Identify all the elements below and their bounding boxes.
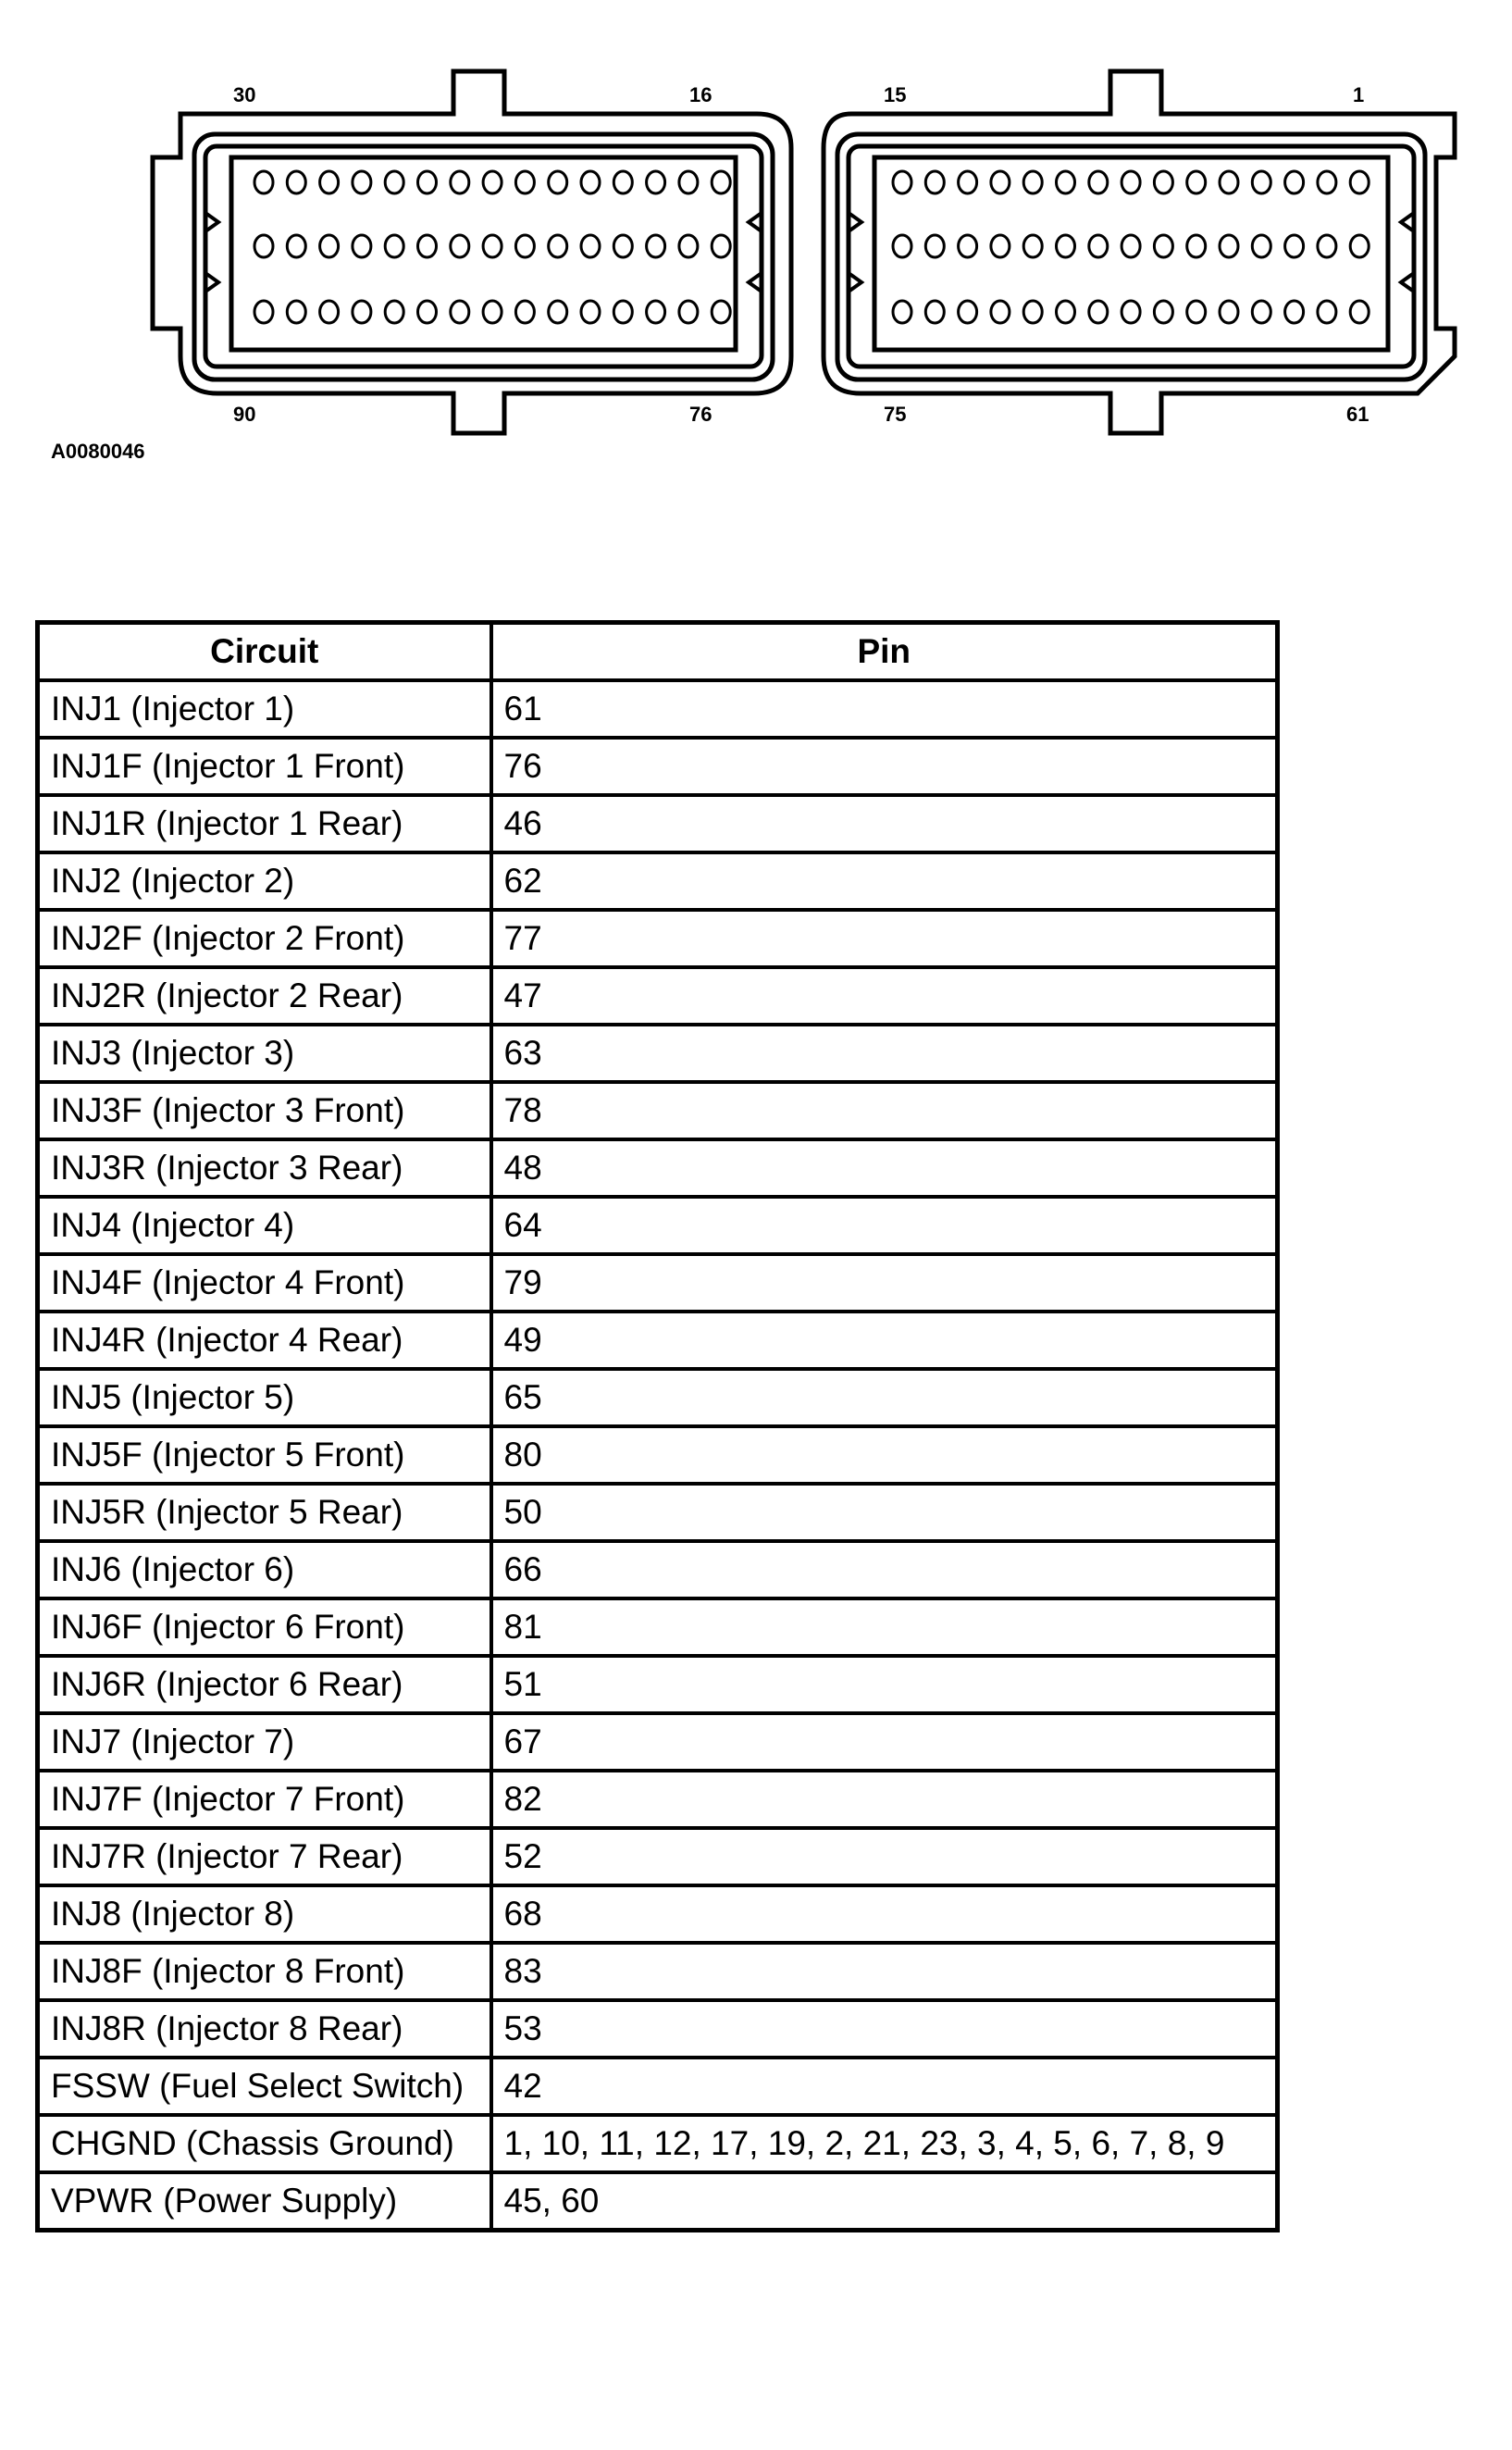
pin-cell: 83 (491, 1943, 1278, 2000)
pin-hole (1089, 235, 1108, 257)
left-top-left-pin-label: 30 (233, 83, 256, 106)
pin-hole (613, 235, 632, 257)
table-row (38, 2058, 1278, 2115)
pin-hole (1220, 301, 1238, 323)
pin-hole (1023, 171, 1042, 193)
circuit-cell: INJ5F (Injector 5 Front) (38, 1426, 491, 1484)
pin-cell: 79 (491, 1254, 1278, 1312)
pin-hole (1350, 171, 1369, 193)
pin-hole (893, 171, 911, 193)
circuit-cell: INJ5R (Injector 5 Rear) (38, 1484, 491, 1541)
pin-hole (254, 301, 273, 323)
table-row (38, 2115, 1278, 2172)
right-bottom-right-pin-label: 61 (1346, 403, 1369, 426)
pin-cell: 67 (491, 1713, 1278, 1771)
pin-hole (320, 301, 339, 323)
circuit-cell: INJ3 (Injector 3) (38, 1025, 491, 1082)
pin-cell: 48 (491, 1139, 1278, 1197)
pin-hole (254, 171, 273, 193)
table-row (38, 1656, 1278, 1713)
column-header-pin: Pin (491, 623, 1278, 681)
table-row (38, 680, 1278, 738)
pin-hole (320, 235, 339, 257)
circuit-cell: INJ2F (Injector 2 Front) (38, 910, 491, 967)
pin-hole (1057, 171, 1075, 193)
pin-hole (353, 235, 371, 257)
pin-hole (385, 171, 403, 193)
table-row (38, 852, 1278, 910)
pin-cell: 82 (491, 1771, 1278, 1828)
table-row (38, 967, 1278, 1025)
table-row (38, 1082, 1278, 1139)
table-row (38, 1771, 1278, 1828)
pin-hole (1122, 171, 1140, 193)
pin-hole (893, 235, 911, 257)
pin-cell: 63 (491, 1025, 1278, 1082)
circuit-cell: INJ7F (Injector 7 Front) (38, 1771, 491, 1828)
pin-hole (1187, 171, 1206, 193)
column-header-circuit: Circuit (38, 623, 491, 681)
pin-hole (1252, 171, 1270, 193)
table-row (38, 795, 1278, 852)
pin-hole (287, 301, 305, 323)
pin-hole (451, 235, 469, 257)
pin-hole (679, 301, 698, 323)
right-top-right-pin-label: 1 (1353, 83, 1365, 106)
pin-cell: 64 (491, 1197, 1278, 1254)
circuit-cell: INJ4F (Injector 4 Front) (38, 1254, 491, 1312)
table-row (38, 1828, 1278, 1885)
circuit-cell: INJ2R (Injector 2 Rear) (38, 967, 491, 1025)
pin-hole (515, 171, 534, 193)
pin-hole (549, 235, 567, 257)
pin-hole (647, 171, 665, 193)
figure-id-label: A0080046 (51, 440, 145, 463)
pin-hole (1154, 301, 1172, 323)
circuit-cell: VPWR (Power Supply) (38, 2172, 491, 2231)
table-row (38, 738, 1278, 795)
pin-hole (1187, 235, 1206, 257)
pin-cell: 77 (491, 910, 1278, 967)
pin-hole (1023, 235, 1042, 257)
circuit-cell: INJ6R (Injector 6 Rear) (38, 1656, 491, 1713)
pin-cell: 66 (491, 1541, 1278, 1598)
pin-hole (483, 235, 502, 257)
pin-hole (1023, 301, 1042, 323)
circuit-cell: INJ4 (Injector 4) (38, 1197, 491, 1254)
left-connector-pin-holes (254, 171, 730, 323)
pin-hole (418, 171, 437, 193)
table-row (38, 1713, 1278, 1771)
circuit-cell: INJ8R (Injector 8 Rear) (38, 2000, 491, 2058)
pin-cell: 50 (491, 1484, 1278, 1541)
pin-hole (613, 171, 632, 193)
circuit-cell: INJ5 (Injector 5) (38, 1369, 491, 1426)
table-row (38, 1598, 1278, 1656)
pin-hole (483, 171, 502, 193)
right-top-left-pin-label: 15 (884, 83, 907, 106)
pin-hole (1318, 301, 1336, 323)
circuit-cell: INJ6F (Injector 6 Front) (38, 1598, 491, 1656)
circuit-cell: FSSW (Fuel Select Switch) (38, 2058, 491, 2115)
pin-hole (515, 235, 534, 257)
table-row (38, 1426, 1278, 1484)
pin-hole (418, 235, 437, 257)
pin-cell: 47 (491, 967, 1278, 1025)
table-row (38, 1943, 1278, 2000)
pin-hole (581, 171, 600, 193)
pin-hole (287, 235, 305, 257)
table-row (38, 1197, 1278, 1254)
pin-cell: 42 (491, 2058, 1278, 2115)
pin-hole (679, 171, 698, 193)
pin-hole (385, 301, 403, 323)
pin-hole (959, 235, 977, 257)
pin-hole (549, 171, 567, 193)
pin-hole (1057, 301, 1075, 323)
pin-hole (1285, 301, 1304, 323)
pin-hole (991, 235, 1010, 257)
table-row (38, 1025, 1278, 1082)
pin-cell: 1, 10, 11, 12, 17, 19, 2, 21, 23, 3, 4, 5, 6, 7, 8, 9 (491, 2115, 1278, 2172)
pin-hole (647, 235, 665, 257)
pin-cell: 80 (491, 1426, 1278, 1484)
pin-cell: 78 (491, 1082, 1278, 1139)
pin-hole (581, 235, 600, 257)
pin-hole (353, 301, 371, 323)
right-bottom-left-pin-label: 75 (884, 403, 907, 426)
pin-hole (353, 171, 371, 193)
pin-cell: 45, 60 (491, 2172, 1278, 2231)
pin-hole (925, 301, 944, 323)
right-connector-pin-holes (893, 171, 1369, 323)
circuit-cell: INJ1 (Injector 1) (38, 680, 491, 738)
table-row (38, 2000, 1278, 2058)
pin-hole (451, 171, 469, 193)
table-row (38, 1885, 1278, 1943)
table-body (38, 680, 1278, 2231)
circuit-cell: INJ6 (Injector 6) (38, 1541, 491, 1598)
pin-hole (418, 301, 437, 323)
circuit-cell: INJ2 (Injector 2) (38, 852, 491, 910)
pin-cell: 61 (491, 680, 1278, 738)
table-header-row (38, 623, 1278, 681)
pin-hole (712, 301, 730, 323)
table-row (38, 910, 1278, 967)
pin-cell: 46 (491, 795, 1278, 852)
pin-hole (647, 301, 665, 323)
pin-hole (1252, 235, 1270, 257)
pin-hole (1220, 235, 1238, 257)
table-row (38, 1484, 1278, 1541)
pin-hole (581, 301, 600, 323)
pin-cell: 65 (491, 1369, 1278, 1426)
pin-hole (515, 301, 534, 323)
table-row (38, 2172, 1278, 2231)
pin-hole (1318, 235, 1336, 257)
pin-hole (320, 171, 339, 193)
circuit-cell: INJ1F (Injector 1 Front) (38, 738, 491, 795)
pin-hole (1220, 171, 1238, 193)
pin-hole (959, 301, 977, 323)
pin-hole (1122, 301, 1140, 323)
pin-hole (1350, 301, 1369, 323)
pin-hole (549, 301, 567, 323)
pin-hole (1350, 235, 1369, 257)
pin-hole (1089, 301, 1108, 323)
table-row (38, 1312, 1278, 1369)
pin-hole (1285, 171, 1304, 193)
circuit-cell: INJ4R (Injector 4 Rear) (38, 1312, 491, 1369)
pin-hole (483, 301, 502, 323)
circuit-cell: CHGND (Chassis Ground) (38, 2115, 491, 2172)
table-row (38, 1139, 1278, 1197)
pin-hole (1057, 235, 1075, 257)
pin-hole (1187, 301, 1206, 323)
circuit-pin-table (35, 620, 1280, 2232)
pin-hole (893, 301, 911, 323)
pin-hole (613, 301, 632, 323)
left-top-right-pin-label: 16 (689, 83, 713, 106)
pin-hole (712, 171, 730, 193)
pin-hole (1285, 235, 1304, 257)
pin-cell: 62 (491, 852, 1278, 910)
pin-cell: 68 (491, 1885, 1278, 1943)
pin-hole (1089, 171, 1108, 193)
pin-cell: 49 (491, 1312, 1278, 1369)
pin-hole (679, 235, 698, 257)
circuit-cell: INJ1R (Injector 1 Rear) (38, 795, 491, 852)
circuit-cell: INJ8F (Injector 8 Front) (38, 1943, 491, 2000)
circuit-cell: INJ7 (Injector 7) (38, 1713, 491, 1771)
pin-hole (925, 171, 944, 193)
circuit-cell: INJ3F (Injector 3 Front) (38, 1082, 491, 1139)
pin-hole (1318, 171, 1336, 193)
circuit-cell: INJ7R (Injector 7 Rear) (38, 1828, 491, 1885)
table-row (38, 1541, 1278, 1598)
circuit-cell: INJ8 (Injector 8) (38, 1885, 491, 1943)
pin-hole (959, 171, 977, 193)
pin-hole (991, 301, 1010, 323)
pin-cell: 53 (491, 2000, 1278, 2058)
pin-hole (451, 301, 469, 323)
pin-hole (925, 235, 944, 257)
pin-hole (1154, 171, 1172, 193)
pin-hole (712, 235, 730, 257)
pin-cell: 81 (491, 1598, 1278, 1656)
pin-hole (254, 235, 273, 257)
pin-hole (287, 171, 305, 193)
pin-hole (1154, 235, 1172, 257)
pin-cell: 52 (491, 1828, 1278, 1885)
table-row (38, 1369, 1278, 1426)
connector-diagram (0, 0, 1512, 481)
pin-hole (1252, 301, 1270, 323)
left-bottom-left-pin-label: 90 (233, 403, 256, 426)
left-bottom-right-pin-label: 76 (689, 403, 713, 426)
table-row (38, 1254, 1278, 1312)
pin-hole (1122, 235, 1140, 257)
pin-hole (991, 171, 1010, 193)
pin-cell: 51 (491, 1656, 1278, 1713)
pin-cell: 76 (491, 738, 1278, 795)
pin-hole (385, 235, 403, 257)
circuit-cell: INJ3R (Injector 3 Rear) (38, 1139, 491, 1197)
